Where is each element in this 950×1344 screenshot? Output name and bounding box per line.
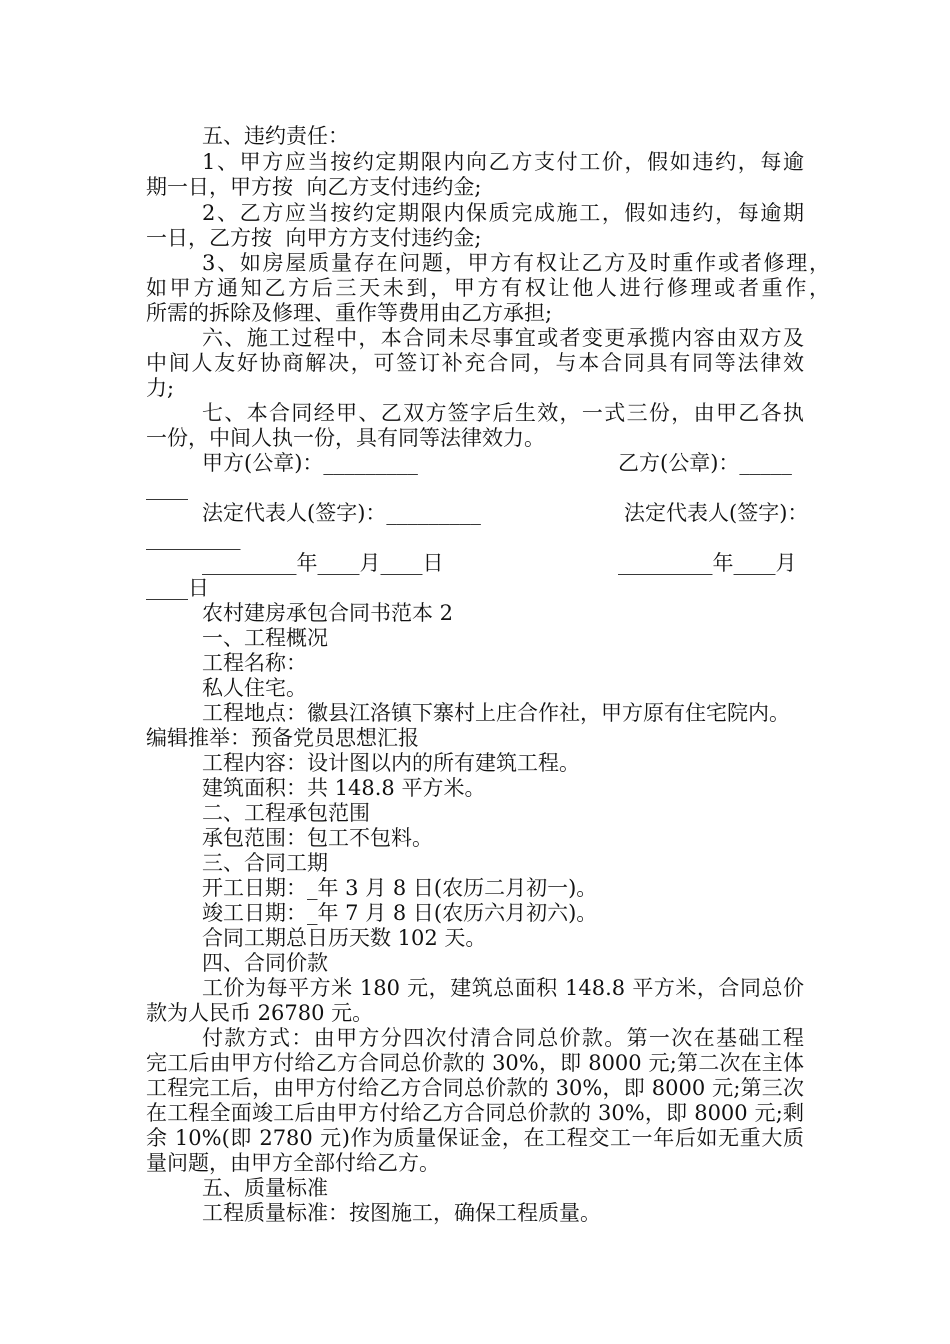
paragraph-line: 工价为每平方米 180 元，建筑总面积 148.8 平方米，合同总价 [202,976,804,1000]
paragraph-line: 如甲方通知乙方后三天未到，甲方有权让他人进行修理或者重作， [146,276,830,300]
paragraph-line: 编辑推举：预备党员思想汇报 [146,726,419,750]
paragraph-line: 力; [146,376,175,400]
document-title-sample-2: 农村建房承包合同书范本 2 [202,601,454,625]
section-title-duration: 三、合同工期 [202,851,328,875]
section-title-quality: 五、质量标准 [202,1176,328,1200]
party-b-date-field: _________年____月 [618,551,797,575]
party-b-seal-field-continued: ____ [146,476,188,500]
paragraph-line: 2、乙方应当按约定期限内保质完成施工，假如违约，每逾期 [202,201,804,225]
section-title-overview: 一、工程概况 [202,626,328,650]
paragraph-line: 七、本合同经甲、乙双方签字后生效，一式三份，由甲乙各执 [202,401,804,425]
paragraph-line: 工程内容：设计图以内的所有建筑工程。 [202,751,580,775]
party-a-seal-field: 甲方(公章)：_________ [202,451,418,475]
party-a-date-field: _________年____月____日 [202,551,444,575]
party-b-date-field-continued: ____日 [146,576,209,600]
paragraph-line: 一份，中间人执一份，具有同等法律效力。 [146,426,545,450]
paragraph-line: 竣工日期：_年 7 月 8 日(农历六月初六)。 [202,901,598,925]
paragraph-line: 量问题，由甲方全部付给乙方。 [146,1151,440,1175]
section-title-price: 四、合同价款 [202,951,328,975]
paragraph-line: 承包范围：包工不包料。 [202,826,433,850]
paragraph-line: 中间人友好协商解决，可签订补充合同，与本合同具有同等法律效 [146,351,804,375]
paragraph-line: 工程名称： [202,651,307,675]
paragraph-line: 1、甲方应当按约定期限内向乙方支付工价，假如违约，每逾 [202,150,804,174]
section-title-scope: 二、工程承包范围 [202,801,370,825]
paragraph-line: 六、施工过程中，本合同未尽事宜或者变更承揽内容由双方及 [202,326,804,350]
paragraph-line: 合同工期总日历天数 102 天。 [202,926,487,950]
party-b-representative-field-continued: _________ [146,526,241,550]
paragraph-line: 一日，乙方按 向甲方方支付违约金; [146,226,482,250]
party-a-representative-field: 法定代表人(签字)：_________ [202,501,481,525]
party-b-seal-field: 乙方(公章)：_____ [618,451,792,475]
paragraph-line: 开工日期：_年 3 月 8 日(农历二月初一)。 [202,876,598,900]
paragraph-line: 在工程全面竣工后由甲方付给乙方合同总价款的 30%，即 8000 元;剩 [146,1101,804,1125]
paragraph-line: 工程质量标准：按图施工，确保工程质量。 [202,1201,601,1225]
section-title-breach: 五、违约责任： [202,124,349,148]
paragraph-line: 工程地点：徽县江洛镇下寨村上庄合作社，甲方原有住宅院内。 [202,701,790,725]
paragraph-line: 款为人民币 26780 元。 [146,1001,374,1025]
paragraph-line: 余 10%(即 2780 元)作为质量保证金，在工程交工一年后如无重大质 [146,1126,804,1150]
paragraph-line: 期一日，甲方按 向乙方支付违约金; [146,175,482,199]
paragraph-line: 付款方式：由甲方分四次付清合同总价款。第一次在基础工程 [202,1026,804,1050]
paragraph-line: 私人住宅。 [202,676,307,700]
paragraph-line: 建筑面积：共 148.8 平方米。 [202,776,486,800]
paragraph-line: 3、如房屋质量存在问题，甲方有权让乙方及时重作或者修理， [202,251,830,275]
paragraph-line: 完工后由甲方付给乙方合同总价款的 30%，即 8000 元;第二次在主体 [146,1051,804,1075]
party-b-representative-field: 法定代表人(签字)： [624,501,809,525]
paragraph-line: 所需的拆除及修理、重作等费用由乙方承担; [146,301,553,325]
paragraph-line: 工程完工后，由甲方付给乙方合同总价款的 30%，即 8000 元;第三次 [146,1076,804,1100]
